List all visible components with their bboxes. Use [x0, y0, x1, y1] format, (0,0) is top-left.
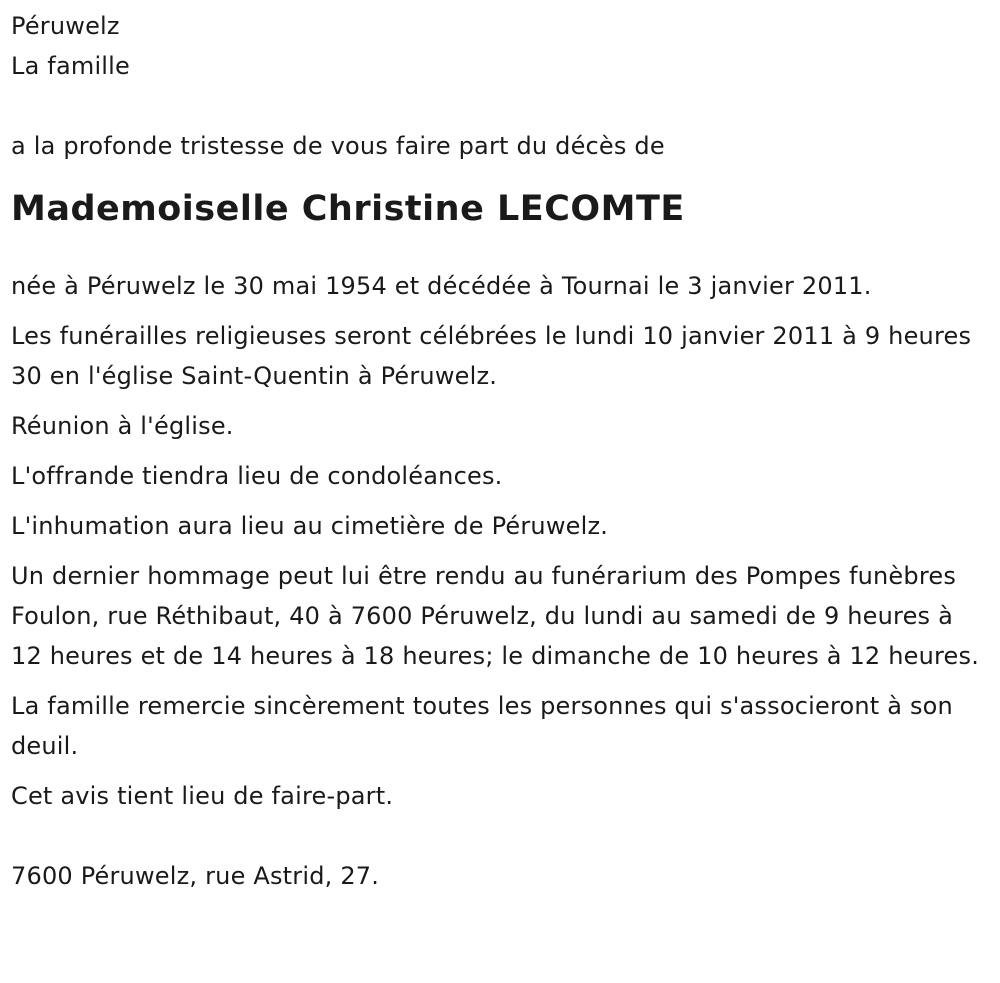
obituary-notice	[11, 6, 989, 896]
notice-paragraph: Cet avis tient lieu de faire-part.	[11, 782, 394, 810]
family-line: La famille	[11, 52, 131, 80]
address-line: 7600 Péruwelz, rue Astrid, 27.	[11, 862, 380, 890]
funeral-paragraph: Les funérailles religieuses seront célébrées le lundi 10 janvier 2011 à 9 heures 30 en l'église Saint-Quentin à Péruwelz.	[11, 322, 972, 390]
tribute-paragraph: Un dernier hommage peut lui être rendu au funérarium des Pompes funèbres Foulon, rue Réthibaut, 40 à 7600 Péruwelz, du lundi au samedi de 9 heures à 12 heures et de 14 heures à 18 heures; le dimanche de 10 heures à 12 heures.	[11, 562, 980, 670]
thanks-paragraph: La famille remercie sincèrement toutes les personnes qui s'associeront à son deuil.	[11, 692, 953, 760]
offering-paragraph: L'offrande tiendra lieu de condoléances.	[11, 462, 503, 490]
location-heading: Péruwelz	[11, 12, 120, 40]
spacer	[11, 233, 989, 266]
birth-death-paragraph: née à Péruwelz le 30 mai 1954 et décédée à Tournai le 3 janvier 2011.	[11, 272, 872, 300]
deceased-name: Mademoiselle Christine LECOMTE	[11, 189, 685, 229]
intro-text: a la profonde tristesse de vous faire part du décès de	[11, 132, 665, 160]
meeting-paragraph: Réunion à l'église.	[11, 412, 234, 440]
spacer	[11, 86, 989, 126]
spacer	[11, 826, 989, 856]
burial-paragraph: L'inhumation aura lieu au cimetière de Péruwelz.	[11, 512, 609, 540]
